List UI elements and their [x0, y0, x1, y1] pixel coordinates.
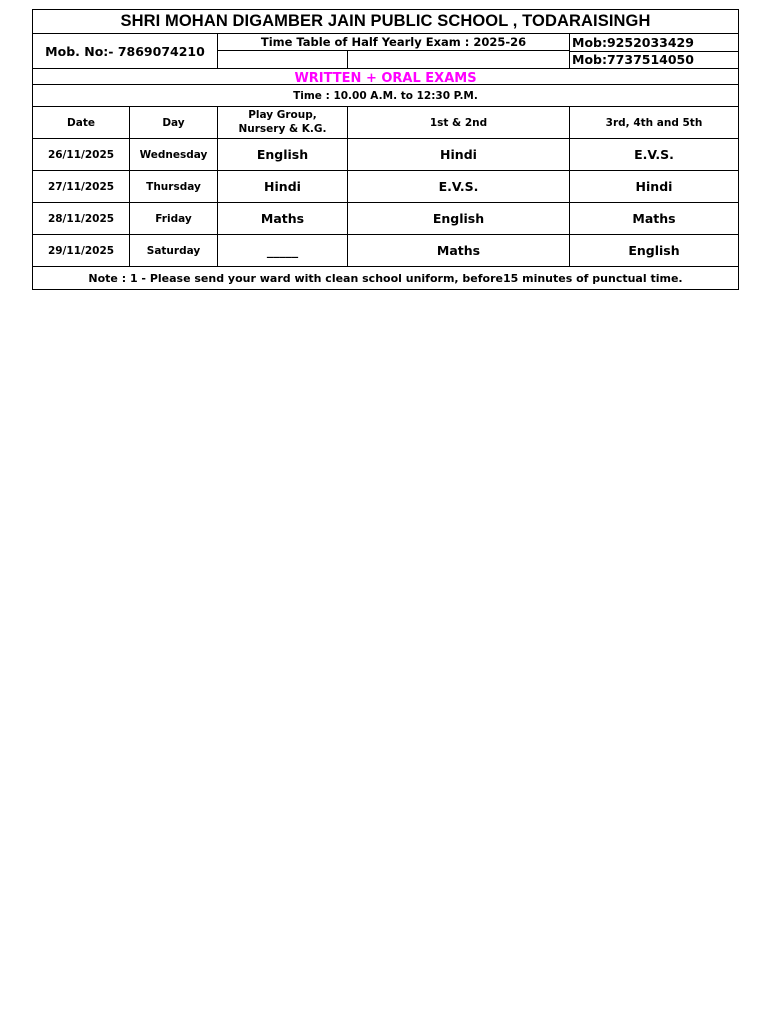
cell-1st-2nd: Hindi	[348, 139, 570, 170]
title-row	[33, 10, 738, 34]
table-row	[33, 171, 738, 203]
cell-3rd-4th-5th: English	[628, 243, 680, 258]
cell-1st-2nd: Maths	[348, 235, 570, 266]
exam-type: WRITTEN + ORAL EXAMS	[294, 71, 477, 84]
blank-cell	[348, 51, 569, 68]
cell-date: 28/11/2025	[33, 203, 130, 234]
header-play-group: Play Group, Nursery & K.G.	[218, 107, 348, 138]
table-row	[33, 235, 738, 267]
header-day: Day	[130, 107, 218, 138]
cell-3rd-4th-5th: E.V.S.	[634, 147, 674, 162]
cell-day: Wednesday	[130, 139, 218, 170]
cell-play-group: English	[218, 139, 348, 170]
cell-day: Friday	[130, 203, 218, 234]
cell-date: 29/11/2025	[33, 235, 130, 266]
cell-day: Thursday	[130, 171, 218, 202]
table-row	[33, 203, 738, 235]
timetable-title: Time Table of Half Yearly Exam : 2025-26	[218, 34, 569, 51]
exam-time-row	[33, 85, 738, 107]
cell-date: 26/11/2025	[33, 139, 130, 170]
contact-right-block	[570, 34, 738, 68]
cell-day: Saturday	[130, 235, 218, 266]
cell-1st-2nd: English	[348, 203, 570, 234]
timetable-title-blank	[218, 51, 569, 68]
header-date: Date	[33, 107, 130, 138]
note-text: Note : 1 - Please send your ward with clean school uniform, before15 minutes of punctual time.	[88, 271, 683, 285]
table-header-row	[33, 107, 738, 139]
cell-3rd-4th-5th: Hindi	[635, 179, 673, 194]
contact-right-1: Mob:9252033429	[570, 34, 738, 52]
cell-3rd-4th-5th: Maths	[632, 211, 676, 226]
exam-type-row	[33, 69, 738, 85]
contact-right-2: Mob:7737514050	[572, 52, 694, 68]
timetable-sheet	[32, 9, 739, 290]
blank-cell	[218, 51, 348, 68]
cell-play-group: _____	[218, 235, 348, 266]
note-row	[33, 267, 738, 289]
timetable-title-block	[218, 34, 570, 68]
info-block	[33, 34, 738, 69]
cell-play-group: Hindi	[218, 171, 348, 202]
contact-left: Mob. No:- 7869074210	[33, 34, 218, 68]
table-row	[33, 139, 738, 171]
exam-time: Time : 10.00 A.M. to 12:30 P.M.	[293, 89, 478, 102]
header-1st-2nd: 1st & 2nd	[348, 107, 570, 138]
cell-play-group: Maths	[218, 203, 348, 234]
cell-date: 27/11/2025	[33, 171, 130, 202]
cell-1st-2nd: E.V.S.	[348, 171, 570, 202]
header-3rd-4th-5th: 3rd, 4th and 5th	[605, 116, 703, 129]
school-name: SHRI MOHAN DIGAMBER JAIN PUBLIC SCHOOL , TODARAISINGH	[120, 12, 651, 30]
